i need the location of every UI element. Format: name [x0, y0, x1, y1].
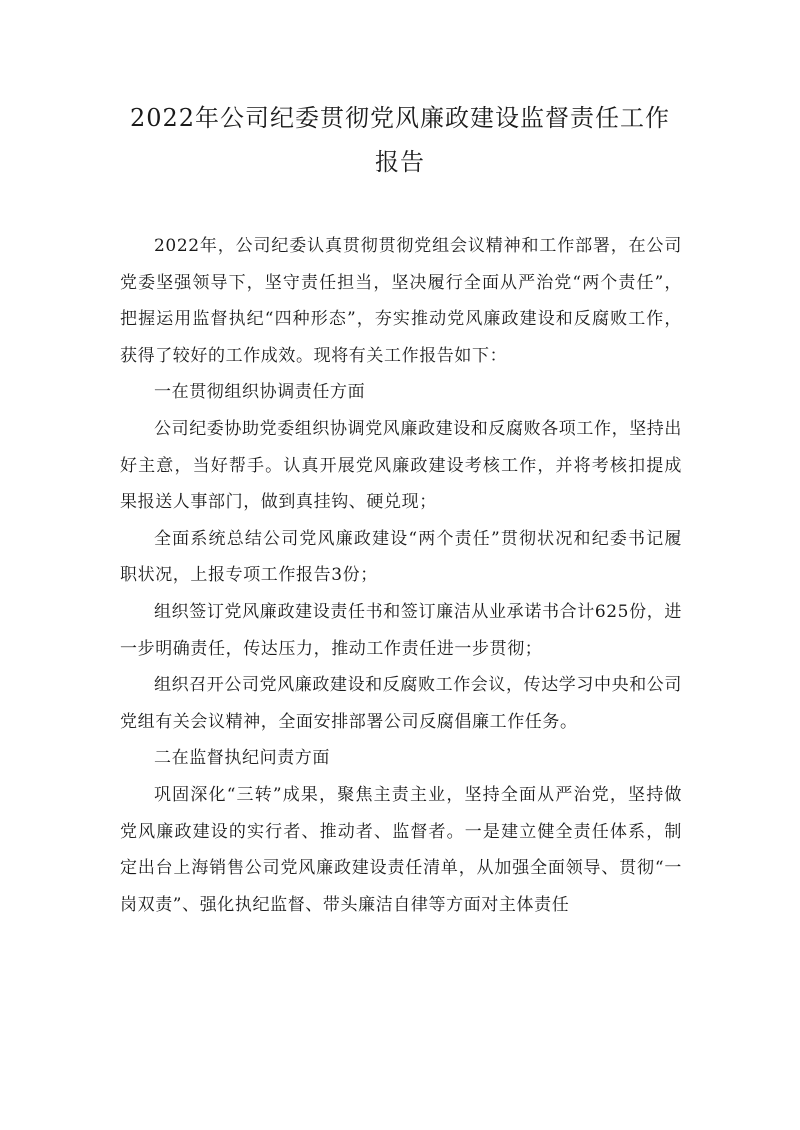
document-body	[120, 228, 682, 923]
body-paragraph: 组织召开公司党风廉政建设和反腐败工作会议，传达学习中央和公司党组有关会议精神，全面安排部署公司反腐倡廉工作任务。	[120, 675, 682, 732]
section-heading-2: 二在监督执纪问责方面	[154, 748, 330, 769]
body-paragraph: 公司纪委协助党委组织协调党风廉政建设和反腐败各项工作，坚持出好主意，当好帮手。认真开展党风廉政建设考核工作，并将考核扣提成果报送人事部门，做到真挂钩、硬兑现；	[120, 418, 682, 513]
intro-paragraph: 2022年，公司纪委认真贯彻贯彻党组会议精神和工作部署，在公司党委坚强领导下，坚守责任担当，坚决履行全面从严治党“两个责任”，把握运用监督执纪“四种形态”，夯实推动党风廉政建设和反腐败工作，获得了较好的工作成效。现将有关工作报告如下：	[120, 236, 682, 366]
body-paragraph: 全面系统总结公司党风廉政建设“两个责任”贯彻状况和纪委书记履职状况，上报专项工作报告3份；	[120, 528, 682, 586]
body-paragraph: 组织签订党风廉政建设责任书和签订廉洁从业承诺书合计625份，进一步明确责任，传达压力，推动工作责任进一步贯彻；	[120, 601, 682, 659]
body-paragraph: 巩固深化“三转”成果，聚焦主责主业，坚持全面从严治党，坚持做党风廉政建设的实行者、推动者、监督者。一是建立健全责任体系，制定出台上海销售公司党风廉政建设责任清单，从加强全面领导、贯彻“一岗双责”、强化执纪监督、带头廉洁自律等方面对主体责任	[120, 784, 682, 915]
document-title: 2022年公司纪委贯彻党风廉政建设监督责任工作报告	[129, 104, 671, 176]
section-heading-1: 一在贯彻组织协调责任方面	[154, 382, 366, 403]
